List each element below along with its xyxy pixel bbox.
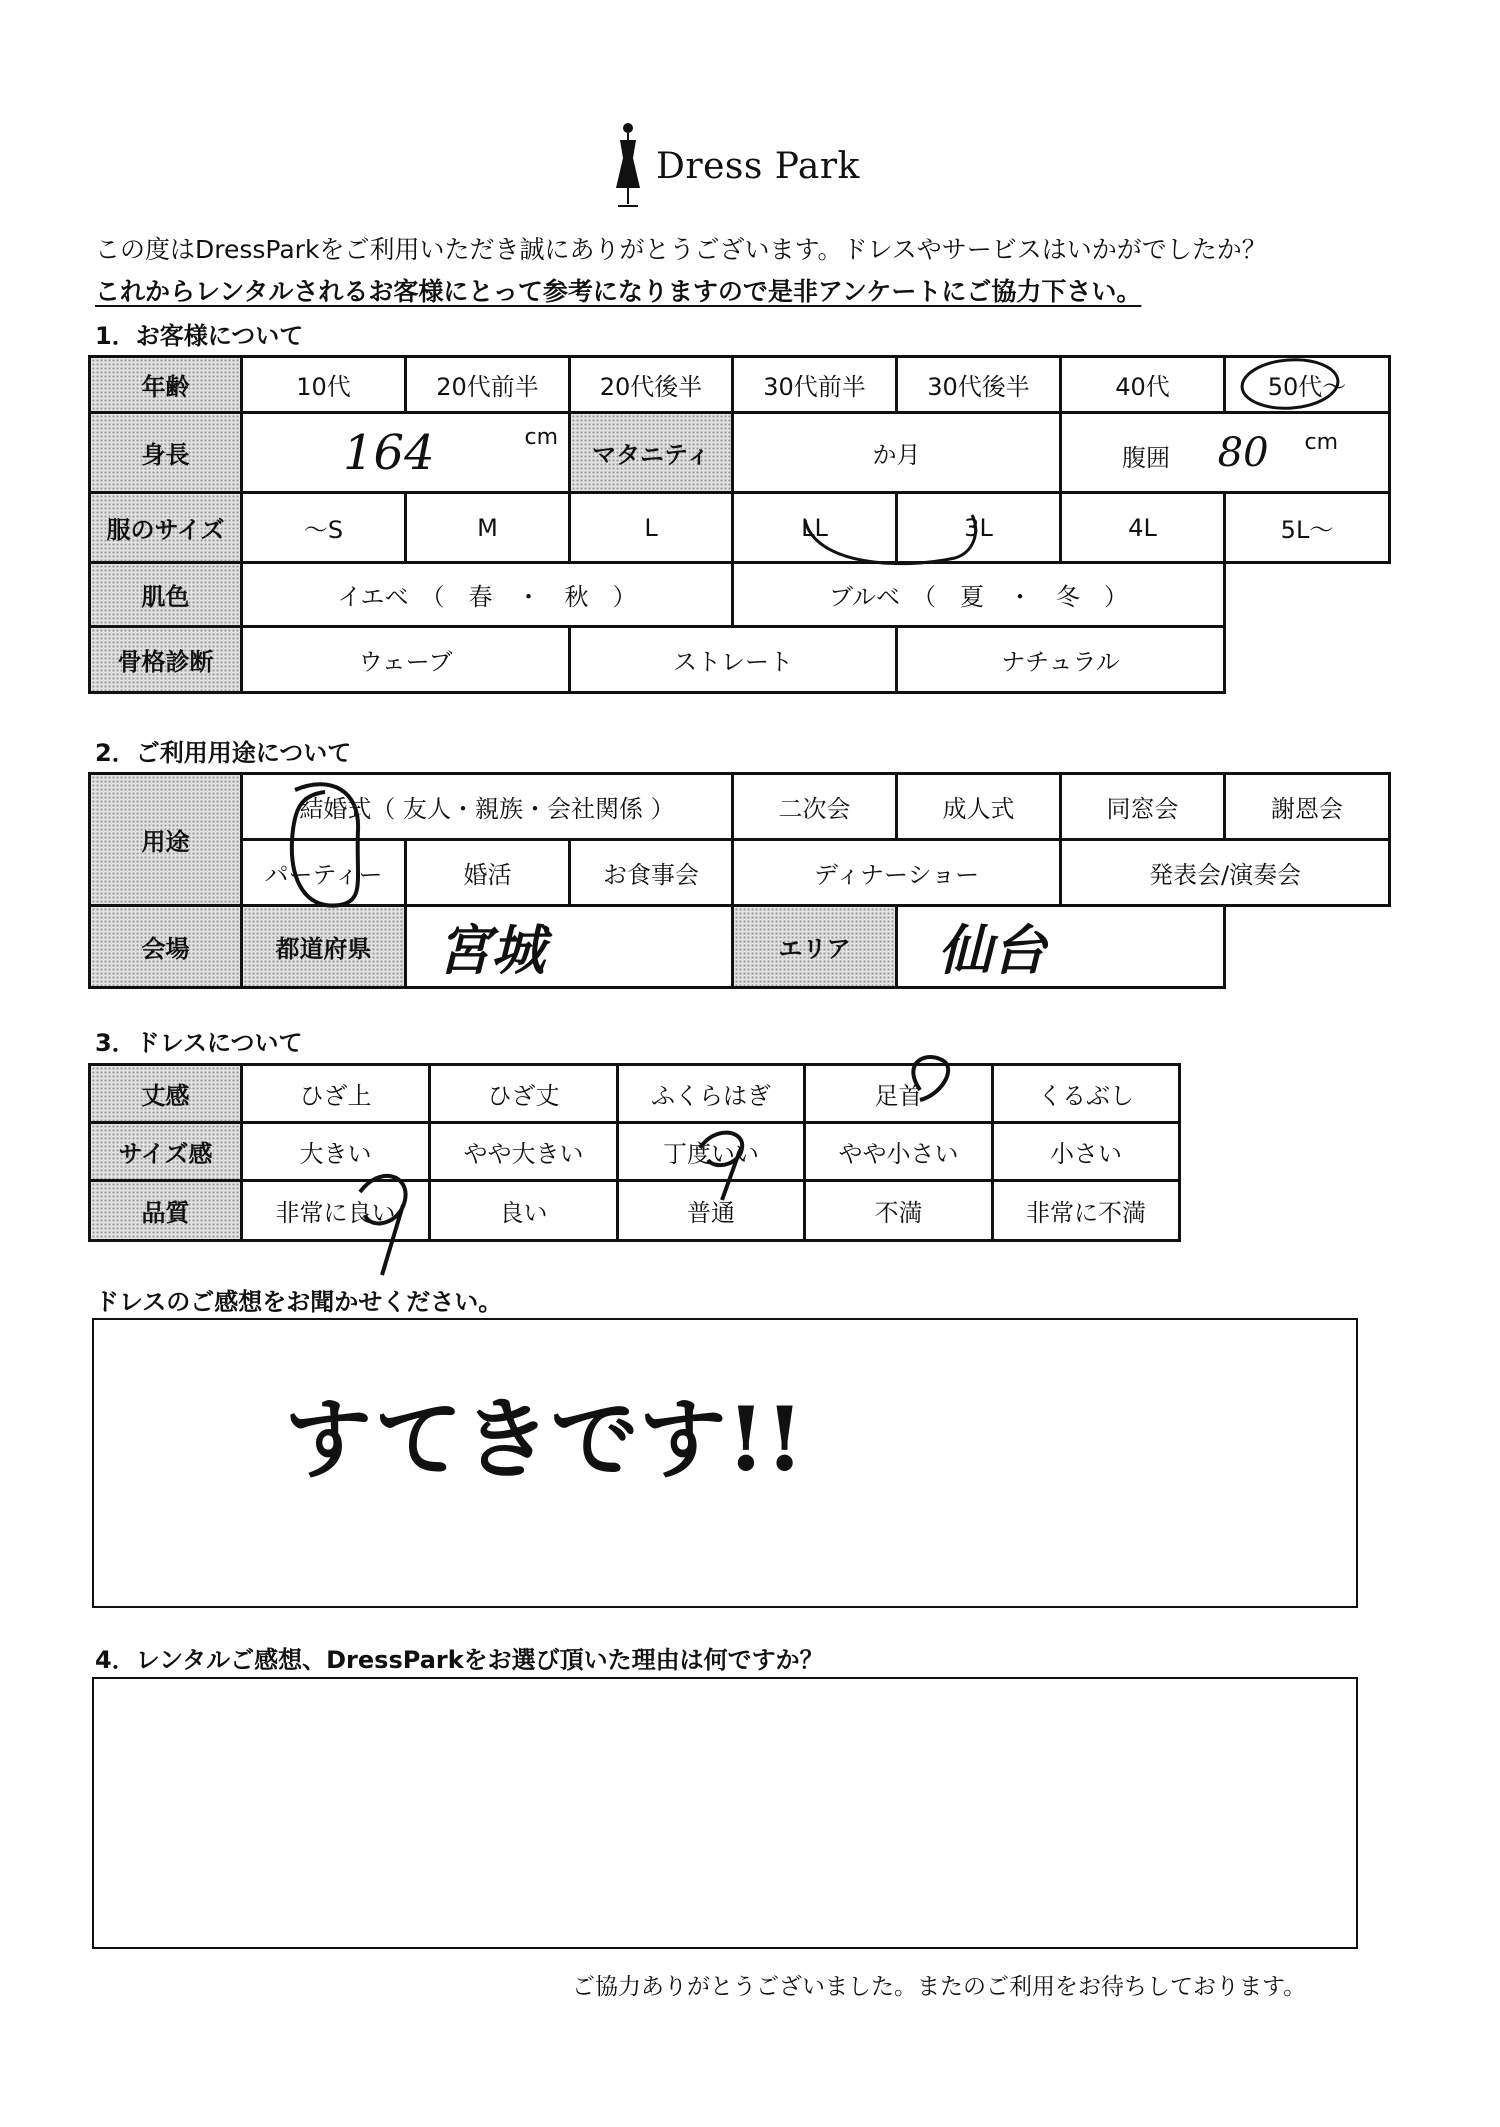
usage-option-selected[interactable]: 結婚式（ 友人・親族・会社関係 ） xyxy=(242,774,733,840)
size-row xyxy=(90,493,1390,563)
size-option-selected[interactable]: LL xyxy=(733,493,897,563)
maternity-label: マタニティ xyxy=(570,413,733,493)
venue-label: 会場 xyxy=(90,906,242,988)
frame-option[interactable]: ウェーブ xyxy=(242,627,570,693)
length-option[interactable]: ひざ丈 xyxy=(430,1065,618,1123)
length-option[interactable]: ふくらはぎ xyxy=(618,1065,805,1123)
usage-option-selected[interactable]: パーティー xyxy=(242,840,406,906)
age-option[interactable]: 40代 xyxy=(1061,357,1225,413)
dresspark-logo xyxy=(610,118,860,213)
length-label: 丈感 xyxy=(90,1065,242,1123)
prefecture-field[interactable] xyxy=(406,906,733,988)
section3-title: 3．ドレスについて xyxy=(95,1029,303,1057)
area-field[interactable] xyxy=(897,906,1225,988)
usage-label: 用途 xyxy=(90,774,242,906)
usage-table xyxy=(88,772,1391,989)
length-option-selected[interactable]: 足首 xyxy=(805,1065,993,1123)
frame-row xyxy=(90,627,1390,693)
area-value: 仙台 xyxy=(938,918,1047,982)
frame-label: 骨格診断 xyxy=(90,627,242,693)
usage-option[interactable]: 発表会/演奏会 xyxy=(1061,840,1390,906)
usage-option[interactable]: お食事会 xyxy=(570,840,733,906)
usage-row-2 xyxy=(90,840,1390,906)
thanks-message: ご協力ありがとうございました。またのご利用をお待ちしております。 xyxy=(572,1974,1307,2000)
section2-title: 2．ご利用用途について xyxy=(95,739,352,767)
area-label: エリア xyxy=(733,906,897,988)
size-option[interactable]: 4L xyxy=(1061,493,1225,563)
height-value: 164 xyxy=(343,424,435,481)
waist-field[interactable] xyxy=(1061,413,1390,493)
waist-unit: cm xyxy=(1304,429,1338,455)
skin-option[interactable]: イエベ （ 春 ・ 秋 ） xyxy=(242,563,733,627)
dress-table xyxy=(88,1063,1181,1242)
logo-text: Dress Park xyxy=(656,146,860,187)
maternity-field[interactable] xyxy=(733,413,1061,493)
prefecture-label: 都道府県 xyxy=(242,906,406,988)
waist-label: 腹囲 xyxy=(1122,443,1170,472)
body-row xyxy=(90,413,1390,493)
age-option[interactable]: 10代 xyxy=(242,357,406,413)
height-field[interactable] xyxy=(242,413,570,493)
size-option[interactable]: M xyxy=(406,493,570,563)
fit-row xyxy=(90,1123,1180,1181)
length-option[interactable]: ひざ上 xyxy=(242,1065,430,1123)
frame-option[interactable]: ストレート xyxy=(570,627,897,693)
fit-option[interactable]: やや小さい xyxy=(805,1123,993,1181)
fit-option-selected[interactable]: 丁度いい xyxy=(618,1123,805,1181)
fit-label: サイズ感 xyxy=(90,1123,242,1181)
usage-option[interactable]: ディナーショー xyxy=(733,840,1061,906)
rental-comment-box[interactable] xyxy=(92,1677,1358,1949)
customer-table xyxy=(88,355,1391,694)
prefecture-value: 宮城 xyxy=(437,918,545,982)
venue-row xyxy=(90,906,1390,988)
usage-row-1 xyxy=(90,774,1390,840)
skin-option[interactable]: ブルベ （ 夏 ・ 冬 ） xyxy=(733,563,1225,627)
age-row xyxy=(90,357,1390,413)
size-option[interactable]: ～S xyxy=(242,493,406,563)
age-option-selected[interactable]: 50代～ xyxy=(1225,357,1390,413)
quality-label: 品質 xyxy=(90,1181,242,1241)
age-option[interactable]: 20代後半 xyxy=(570,357,733,413)
usage-option[interactable]: 婚活 xyxy=(406,840,570,906)
length-row xyxy=(90,1065,1180,1123)
size-label: 服のサイズ xyxy=(90,493,242,563)
usage-option[interactable]: 謝恩会 xyxy=(1225,774,1390,840)
section1-title: 1．お客様について xyxy=(95,322,304,350)
quality-option[interactable]: 良い xyxy=(430,1181,618,1241)
height-label: 身長 xyxy=(90,413,242,493)
quality-option[interactable]: 普通 xyxy=(618,1181,805,1241)
frame-option[interactable]: ナチュラル xyxy=(897,627,1225,693)
intro-text: この度はDressParkをご利用いただき誠にありがとうございます。ドレスやサービスはいかがでしたか？ xyxy=(95,235,1267,264)
usage-option[interactable]: 同窓会 xyxy=(1061,774,1225,840)
size-option[interactable]: L xyxy=(570,493,733,563)
size-option[interactable]: 5L～ xyxy=(1225,493,1390,563)
section4-title: 4．レンタルご感想、DressParkをお選び頂いた理由は何ですか？ xyxy=(95,1646,824,1674)
skin-label: 肌色 xyxy=(90,563,242,627)
dress-mannequin-icon xyxy=(610,118,650,213)
age-option[interactable]: 30代前半 xyxy=(733,357,897,413)
quality-row xyxy=(90,1181,1180,1241)
height-unit: cm xyxy=(524,424,558,450)
quality-option[interactable]: 不満 xyxy=(805,1181,993,1241)
age-label: 年齢 xyxy=(90,357,242,413)
dress-comment-box[interactable] xyxy=(92,1318,1358,1608)
intro-request: これからレンタルされるお客様にとって参考になりますので是非アンケートにご協力下さい。 xyxy=(95,277,1142,306)
usage-option[interactable]: 成人式 xyxy=(897,774,1061,840)
age-option[interactable]: 20代前半 xyxy=(406,357,570,413)
dress-comment-text: すてきです!! xyxy=(284,1387,804,1491)
length-option[interactable]: くるぶし xyxy=(993,1065,1180,1123)
dress-comment-prompt: ドレスのご感想をお聞かせください。 xyxy=(95,1288,503,1316)
usage-option[interactable]: 二次会 xyxy=(733,774,897,840)
skin-row xyxy=(90,563,1390,627)
quality-option[interactable]: 非常に不満 xyxy=(993,1181,1180,1241)
fit-option[interactable]: やや大きい xyxy=(430,1123,618,1181)
maternity-unit: か月 xyxy=(872,441,921,469)
quality-option-selected[interactable]: 非常に良い xyxy=(242,1181,430,1241)
size-option-selected[interactable]: 3L xyxy=(897,493,1061,563)
waist-value: 80 xyxy=(1217,429,1269,476)
age-option[interactable]: 30代後半 xyxy=(897,357,1061,413)
fit-option[interactable]: 小さい xyxy=(993,1123,1180,1181)
fit-option[interactable]: 大きい xyxy=(242,1123,430,1181)
